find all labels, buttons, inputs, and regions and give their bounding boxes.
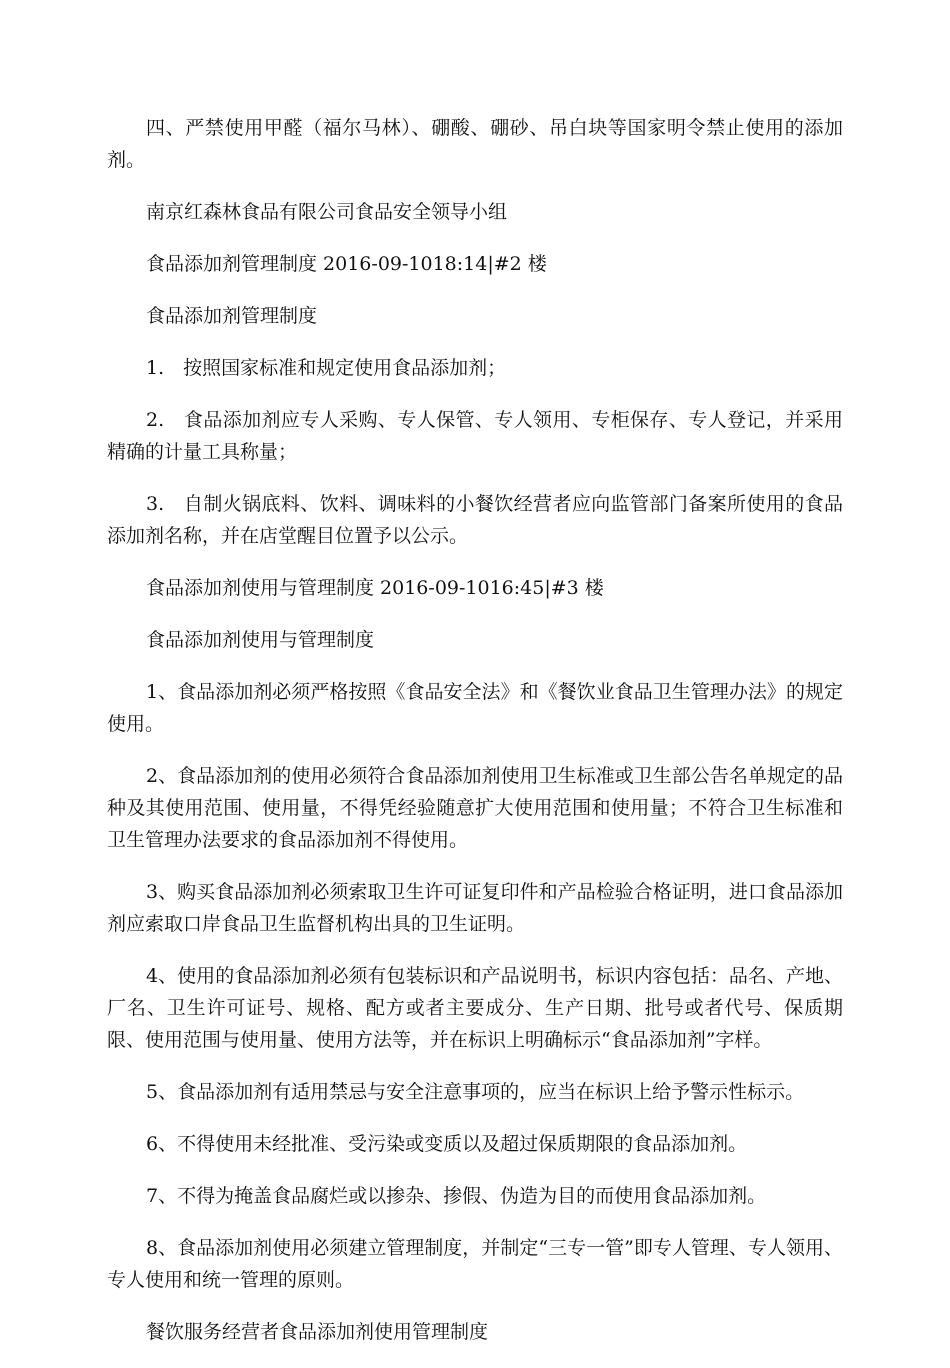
list-item-1: 1. 按照国家标准和规定使用食品添加剂； xyxy=(146,357,507,379)
paragraph-company-signature: 南京红森林食品有限公司食品安全领导小组 xyxy=(146,201,508,223)
rule-item-4: 4、使用的食品添加剂必须有包装标识和产品说明书，标识内容包括：品名、产地、厂名、卫生许可证号、规格、配方或者主要成分、生产日期、批号或者代号、保质期限、使用范围与使用量、使用方法等，并在标识上明确标示“食品添加剂”字样。 xyxy=(107,965,843,1051)
list-item-3: 3. 自制火锅底料、饮料、调味料的小餐饮经营者应向监管部门备案所使用的食品添加剂名称，并在店堂醒目位置予以公示。 xyxy=(107,493,843,547)
rule-item-6: 6、不得使用未经批准、受污染或变质以及超过保质期限的食品添加剂。 xyxy=(146,1133,748,1155)
rule-item-1: 1、食品添加剂必须严格按照《食品安全法》和《餐饮业食品卫生管理办法》的规定使用。 xyxy=(107,681,843,735)
paragraph-prohibited-additives: 四、严禁使用甲醛（福尔马林）、硼酸、硼砂、吊白块等国家明令禁止使用的添加剂。 xyxy=(107,117,843,171)
section-title-use-and-management: 食品添加剂使用与管理制度 xyxy=(146,629,375,651)
post-header-floor-2: 食品添加剂管理制度 2016-09-1018:14|#2 楼 xyxy=(146,253,547,275)
rule-item-2: 2、食品添加剂的使用必须符合食品添加剂使用卫生标准或卫生部公告名单规定的品种及其使用范围、使用量，不得凭经验随意扩大使用范围和使用量；不符合卫生标准和卫生管理办法要求的食品添加剂不得使用。 xyxy=(107,765,843,851)
post-header-floor-3: 食品添加剂使用与管理制度 2016-09-1016:45|#3 楼 xyxy=(146,577,604,599)
rule-item-7: 7、不得为掩盖食品腐烂或以掺杂、掺假、伪造为目的而使用食品添加剂。 xyxy=(146,1185,767,1207)
document-body xyxy=(107,112,843,1368)
rule-item-5: 5、食品添加剂有适用禁忌与安全注意事项的，应当在标识上给予警示性标示。 xyxy=(146,1081,805,1103)
rule-item-8: 8、食品添加剂使用必须建立管理制度，并制定“三专一管”即专人管理、专人领用、专人使用和统一管理的原则。 xyxy=(107,1237,843,1291)
section-title-management-system: 食品添加剂管理制度 xyxy=(146,305,318,327)
rule-item-3: 3、购买食品添加剂必须索取卫生许可证复印件和产品检验合格证明，进口食品添加剂应索取口岸食品卫生监督机构出具的卫生证明。 xyxy=(107,881,843,935)
section-title-catering-system: 餐饮服务经营者食品添加剂使用管理制度 xyxy=(146,1321,489,1343)
list-item-2: 2. 食品添加剂应专人采购、专人保管、专人领用、专柜保存、专人登记，并采用精确的计量工具称量； xyxy=(107,409,843,463)
